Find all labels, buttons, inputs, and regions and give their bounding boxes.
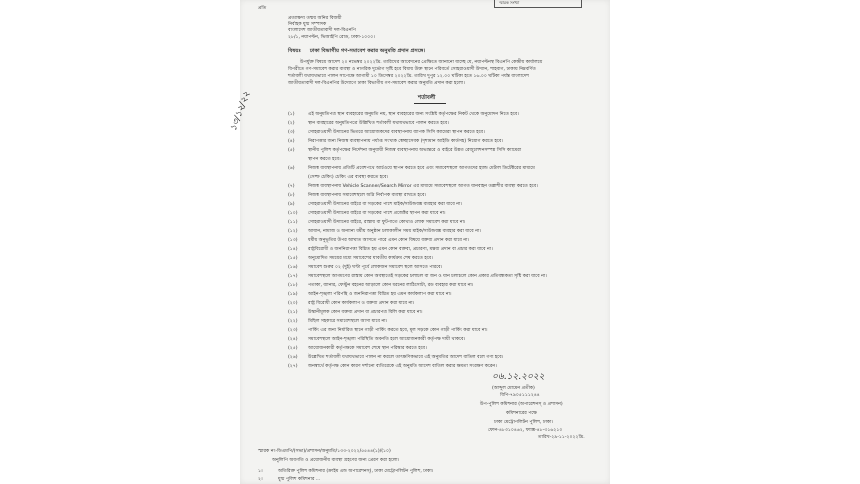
condition-text: আয়োজনকারী কর্তৃপক্ষকে সমাবেশ শেষে স্থান পরিষ্কার করতে হবে। xyxy=(308,346,427,351)
condition-number: (২২) xyxy=(288,319,298,324)
condition-number: (১১) xyxy=(288,220,298,225)
condition-text: স্থাপন করতে হবে। xyxy=(308,157,341,162)
condition-number: (৪) xyxy=(288,139,295,144)
condition-text: সমাবেশস্থলে আইন-শৃঙ্খলা পরিস্থিতি অবনতি হলে আয়োজনকারী কর্তৃপক্ষ দায়ী থাকবে। xyxy=(308,337,466,342)
condition-text: নিরাপত্তার জন্য নিজস্ব ব্যবস্থাপনায় পর্যাপ্ত সংখ্যক স্বেচ্ছাসেবক (দৃশ্যমান আইডি কার্ডসহ) নিয়োগ করতে হবে। xyxy=(308,139,503,144)
condition-text: স্থান ব্যবহারের অনুমতিপত্রে উল্লিখিত শর্তাবলী যথাযথভাবে পালন করতে হবে। xyxy=(308,121,449,126)
copy-text: অতিরিক্ত পুলিশ কমিশনার (ক্রাইম এন্ড অপারেশনস্), ঢাকা মেট্রোপলিটন পুলিশ, ঢাকা। xyxy=(278,469,434,474)
condition-number: (৭) xyxy=(288,184,295,189)
condition-text: সোহরাওয়ার্দী উদ্যানের বাইরে বা সড়কের পাশে মাইক/সাউন্ডবক্স ব্যবহার করা যাবে না। xyxy=(308,202,462,207)
handwritten-signature: ০৬.১২.২০২২ xyxy=(492,372,545,382)
recipient-line: ২৮/১, নয়াপল্টন, ভিআইপি রোড, ঢাকা-১০০০। xyxy=(288,35,375,40)
intro-line: জাতীয়তাবাদী দল-বিএনপির উদ্যোগে ঢাকা বিভাগীয় গণ-সমাবেশ করার অনুমতি প্রদান করা হলো। xyxy=(288,81,465,86)
condition-text: পার্কিং এর জন্য নির্ধারিত স্থানে গাড়ী পার্কিং করতে হবে, মূল সড়কে কোন গাড়ী পার্কিং করা যাবে না। xyxy=(308,328,488,333)
condition-number: (১৩) xyxy=(288,238,298,243)
stamp-box xyxy=(494,0,582,8)
recipient-line: নির্বাহক যুগ্ম সম্পাদক xyxy=(288,22,327,27)
signatory-date: তারিখ-২৯-১১-২০২২খ্রি. xyxy=(538,435,585,440)
copy-text: যুগ্ম পুলিশ কমিশনার ... xyxy=(278,477,321,482)
condition-text: নিজস্ব ব্যবস্থাপনায় Vehicle Scanner/Search Mirror এর মাধ্যমে সমাবেশস্থলে আগত যানবাহন তল্লাশীর ব্যবস্থা করতে হবে। xyxy=(308,184,538,189)
condition-text: ধর্মীয় অনুভূতির উপর আঘাত আসতে পারে এমন কোন বিষয়ে বক্তব্য প্রদান করা যাবে না। xyxy=(308,238,470,243)
condition-text: জনস্বার্থে কর্তৃপক্ষ কোন কারণ দর্শানো ব্যতিরেকে এই অনুমতি আদেশ বাতিল করার ক্ষমতা সংরক্ষণ করেন। xyxy=(308,364,497,369)
subject-label: বিষয়ঃ xyxy=(288,48,302,54)
stamp-text: স্মারক সংখ্যা xyxy=(499,0,520,5)
conditions-title: শর্তাবলী xyxy=(418,95,436,101)
intro-line: শর্তাবলী যথাযথভাবে পালন সাপেক্ষে আগামী ১০ ডিসেম্বর ২০২২খ্রি. তারিখ দুপুর ১২.০০ ঘটিকা হতে ১৬.০০ ঘটিকা পর্যন্ত বাংলাদেশ xyxy=(288,74,530,79)
intro-line: উপর্যুক্ত বিষয়ে আদেশ ২০ নভেম্বর ২০২২খ্রি. তারিখের আবেদনের প্রেক্ষিতে জানানো যাচ্ছে যে, নয়াপল্টনস্থ বিএনপি কেন্দ্রীয় কার্যালয়ে xyxy=(300,60,543,65)
condition-number: (১৪) xyxy=(288,247,298,252)
condition-number: (১২) xyxy=(288,229,298,234)
copy-line: অনুলিপি অবগতি ও প্রয়োজনীয় ব্যবস্থা গ্রহণের জন্য প্রেরণ করা হলো। xyxy=(272,458,400,463)
signatory-name: (আব্দুল মোমেন প্রতীক) xyxy=(492,386,535,391)
signatory-office: ঢাকা মেট্রোপলিটন পুলিশ, ঢাকা। xyxy=(494,420,553,425)
title-underline xyxy=(414,103,446,104)
condition-text: পতাকা, ব্যানার, ফেস্টুন বহনের আড়ালে কোন ধরনের লাঠিসোটা, রড ব্যবহার করা যাবে না। xyxy=(308,283,474,288)
condition-number: (১৮) xyxy=(288,283,298,288)
condition-number: (২১) xyxy=(288,310,298,315)
condition-text: নিজস্ব ব্যবস্থাপনায় সমাবেশস্থলে অগ্নি নির্বাপক ব্যবস্থা রাখতে হবে। xyxy=(308,193,427,198)
condition-text: সোহরাওয়ার্দী উদ্যানের ভিতরে আয়োজকদের ব্যবস্থাপনায় ব্যাপক সিসি ক্যামেরা স্থাপন করতে হবে। xyxy=(308,130,485,135)
condition-number: (১৭) xyxy=(288,274,298,279)
memo-number: স্মারক নং-ডিএমপি/(সভা)/প্রশাসন/অনুমতি/১৩৩-২০২২/৫৫৪৪(১)/(১০) xyxy=(258,449,391,454)
copy-num: ২। xyxy=(258,477,263,482)
condition-text: রাষ্ট্র বিরোধী কোন কার্যকলাপ ও বক্তব্য প্রদান করা যাবে না। xyxy=(308,301,415,306)
header-label: প্রতি xyxy=(258,6,267,11)
condition-number: (২০) xyxy=(288,301,298,306)
condition-number: (২) xyxy=(288,121,295,126)
condition-number: (১৯) xyxy=(288,292,298,297)
condition-number: (৫) xyxy=(288,148,295,153)
condition-text: রাষ্ট্রবিরোধী ও জননিরাপত্তা বিঘ্নিত হয় এমন কোন বক্তব্য, প্রচারণা, মন্তব্য প্রদান বা প্রচার করা যাবে না। xyxy=(308,247,493,252)
condition-text: অনুমোদিত সময়ের মধ্যে সমাবেশের যাবতীয় কার্যক্রম শেষ করতে হবে। xyxy=(308,256,433,261)
condition-text: মিছিল সহকারে সমাবেশস্থলে আসা যাবে না। xyxy=(308,319,388,324)
condition-text: আযান, নামাজ ও অন্যান্য ধর্মীয় অনুষ্ঠান চলাকালীন সময় মাইক/সাউন্ডবক্স ব্যবহার করা যাবে না। xyxy=(308,229,481,234)
copy-num: ১। xyxy=(258,469,263,474)
condition-text: সোহরাওয়ার্দী উদ্যানের বাইরে বা সড়কের পাশে প্রজেক্টর স্থাপন করা যাবে না। xyxy=(308,211,446,216)
condition-text: নিজস্ব ব্যবস্থাপনায় প্রতিটি প্রবেশপথে আর্চওয়ে স্থাপন করতে হবে এবং সমাবেশস্থলে আগতদের হ্যান্ড মেটাল ডিটেক্টরের মাধ্যমে xyxy=(308,166,535,171)
intro-line: বিপরীতে গণ-সমাবেশ করার ব্যবস্থা ও নাগরিক দুর্ভোগ সৃষ্টি হবে বিধায় উক্ত স্থানে পরিবর্তে সোহরাওয়ার্দী উদ্যান, শাহবাগ, ঢাকায় নিম্নবর্ণিত xyxy=(288,67,536,72)
condition-number: (১০) xyxy=(288,211,298,216)
condition-text: স্থানীয় পুলিশ কর্তৃপক্ষের নির্দেশনা অনুযায়ী নিজস্ব ব্যবস্থাপনায় অভ্যন্তরে ও বাইরে উন্নত রেজুলেশনসম্পন্ন সিসি ক্যামেরা xyxy=(308,148,522,153)
recipient-line: প্রত্যাক্ষদ্য তন্ময় অনির বিজয়ী xyxy=(288,16,342,21)
condition-number: (৮) xyxy=(288,193,295,198)
condition-number: (১৫) xyxy=(288,256,298,261)
condition-number: (২৫) xyxy=(288,346,298,351)
subject-text: ঢাকা বিভাগীয় গণ-সমাবেশ করার অনুমতি প্রদান প্রসঙ্গে। xyxy=(310,48,426,54)
condition-number: (৯) xyxy=(288,202,295,207)
condition-text: সোহরাওয়ার্দী উদ্যানের বাইরে, রাস্তায় বা ফুটপাতে কোথাও লোক সমাবেশ করা যাবে না। xyxy=(308,220,466,225)
condition-number: (১) xyxy=(288,112,295,117)
signatory-id: বিপি-৭৯০৫১১১২৪৪ xyxy=(500,393,540,398)
condition-text: (সেল্ফ চেকিং) চেকিং এর ব্যবস্থা করতে হবে। xyxy=(308,175,389,180)
condition-number: (১৬) xyxy=(288,265,298,270)
margin-note: ১৩/১২/২২ xyxy=(228,90,253,133)
condition-text: উল্লেখিত শর্তাবলী যথাযথভাবে পালন না করলে তাৎক্ষণিকভাবে এই অনুমতির আদেশ বাতিল বলে গণ্য হবে। xyxy=(308,355,504,360)
condition-text: সমাবেশস্থলে আগমণের রাস্তায় কোন অবস্থাতেই সড়কের চলাচল বা জন ও যান চলাচলে কোন প্রকার প্রতিবন্ধকতা সৃষ্টি করা যাবে না। xyxy=(308,274,547,279)
signatory-on-behalf: কমিশনারের পক্ষে xyxy=(506,411,537,416)
condition-text: উস্কানীমূলক কোন বক্তব্য প্রদান বা প্রচারপত্র বিলি করা যাবে না। xyxy=(308,310,423,315)
signatory-phone: ফোন-৪৮৩১০৪৬২, ফ্যাক্স-৪৮-৩১৬২১০ xyxy=(488,428,563,433)
document-page xyxy=(240,0,610,484)
recipient-line: বাংলাদেশ জাতীয়তাবাদী দল-বিএনপি xyxy=(288,28,356,33)
condition-text: সমাবেশ শুরুর ০২ (দুই) ঘণ্টা পূর্বে লোকজন সমাবেশ স্থলে আসতে পারবে। xyxy=(308,265,443,270)
condition-number: (৩) xyxy=(288,130,295,135)
condition-number: (২৬) xyxy=(288,355,298,360)
signatory-designation: উপ-পুলিশ কমিশনার (অপারেশনস্ ও প্রশাসন) xyxy=(480,402,563,407)
condition-text: এই অনুমতিপত্র স্থান ব্যবহারের অনুমতি নয়, স্থান ব্যবহারের জন্য সংশ্লিষ্ট কর্তৃপক্ষের নিকট থেকে অনুমোদন নিতে হবে। xyxy=(308,112,519,117)
condition-text: আইন-শৃঙ্খলা পরিপন্থি ও জননিরাপত্তা বিঘ্নিত হয় এমন কার্যকলাপ করা যাবে না। xyxy=(308,292,452,297)
condition-number: (২৩) xyxy=(288,328,298,333)
condition-number: (৬) xyxy=(288,166,295,171)
condition-number: (২৭) xyxy=(288,364,298,369)
condition-number: (২৪) xyxy=(288,337,298,342)
